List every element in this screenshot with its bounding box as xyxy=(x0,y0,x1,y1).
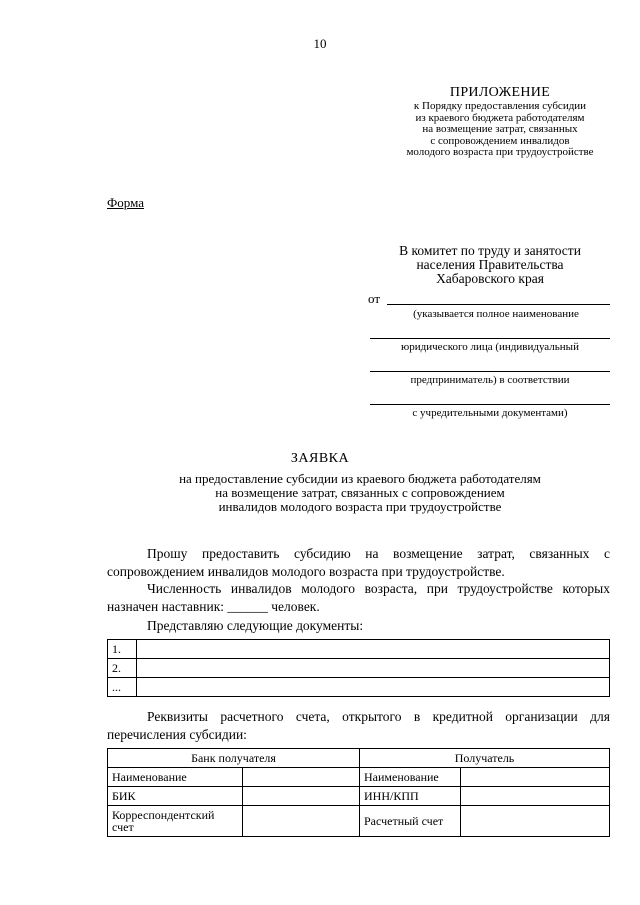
appendix-line: из краевого бюджета работодателям xyxy=(415,111,585,124)
bank-label-cell: Наименование xyxy=(108,768,243,787)
bank-value-cell[interactable] xyxy=(243,806,360,837)
from-hint: (указывается полное наименование xyxy=(413,308,579,320)
table-row xyxy=(108,640,610,659)
page-number: 10 xyxy=(313,36,327,51)
row-number: 2. xyxy=(108,659,137,678)
documents-table xyxy=(107,639,610,697)
appendix-line: на возмещение затрат, связанных xyxy=(422,123,578,135)
documents-paragraph: Представляю следующие документы: xyxy=(147,618,364,633)
header-recipient: Получатель xyxy=(360,749,610,768)
recipient-value-cell[interactable] xyxy=(461,787,610,806)
appendix-line: к Порядку предоставления субсидии xyxy=(413,100,587,112)
from-blank-line[interactable] xyxy=(387,290,610,305)
bank-details-table xyxy=(107,748,610,837)
recipient-label-cell: ИНН/КПП xyxy=(360,787,461,806)
from-hint: предприниматель) в соответствии xyxy=(410,374,570,386)
application-subtitle xyxy=(120,472,600,514)
bank-value-cell[interactable] xyxy=(243,768,360,787)
form-label: Форма xyxy=(107,195,144,210)
document-cell[interactable] xyxy=(137,640,610,659)
document-cell[interactable] xyxy=(137,659,610,678)
from-blank-line[interactable] xyxy=(370,359,610,372)
recipient-label-cell: Наименование xyxy=(360,768,461,787)
row-number: ... xyxy=(108,678,137,697)
recipient-value-cell[interactable] xyxy=(461,806,610,837)
table-row xyxy=(108,659,610,678)
from-hint: юридического лица (индивидуальный xyxy=(401,341,579,353)
from-blank-line[interactable] xyxy=(370,392,610,405)
row-number: 1. xyxy=(108,640,137,659)
subtitle-line: на возмещение затрат, связанных с сопровождением xyxy=(215,485,505,500)
bank-details-paragraph: Реквизиты расчетного счета, открытого в кредитной организации для перечисления субсидии: xyxy=(107,709,610,742)
table-row xyxy=(108,768,610,787)
header-bank: Банк получателя xyxy=(108,749,360,768)
bank-label-cell: БИК xyxy=(108,787,243,806)
subtitle-line: на предоставление субсидии из краевого бюджета работодателям xyxy=(179,471,541,486)
appendix-line: с сопровождением инвалидов xyxy=(430,134,570,147)
application-title: ЗАЯВКА xyxy=(290,451,350,466)
document-cell[interactable] xyxy=(137,678,610,697)
table-header-row xyxy=(108,749,610,768)
count-paragraph: Численность инвалидов молодого возраста, при трудоустройстве которых назначен наставник: ______ человек. xyxy=(107,581,610,614)
from-hint: с учредительными документами) xyxy=(412,407,568,419)
table-row xyxy=(108,678,610,697)
appendix-title: ПРИЛОЖЕНИЕ xyxy=(449,85,551,100)
subtitle-line: инвалидов молодого возраста при трудоустройстве xyxy=(218,499,502,514)
from-label: от xyxy=(368,291,381,306)
recipient-value-cell[interactable] xyxy=(461,768,610,787)
table-row xyxy=(108,806,610,837)
request-paragraph: Прошу предоставить субсидию на возмещение затрат, связанных с сопровождением инвалидов молодого возраста при трудоустройстве. xyxy=(107,546,610,579)
table-row xyxy=(108,787,610,806)
addressee-block xyxy=(370,244,610,286)
addressee-line: В комитет по труду и занятости xyxy=(399,243,581,258)
addressee-line: Хабаровского края xyxy=(436,271,544,286)
bank-value-cell[interactable] xyxy=(243,787,360,806)
appendix-block xyxy=(380,85,620,159)
addressee-line: населения Правительства xyxy=(416,257,564,272)
from-blank-line[interactable] xyxy=(370,326,610,339)
appendix-line: молодого возраста при трудоустройстве xyxy=(406,146,594,158)
recipient-label-cell: Расчетный счет xyxy=(360,806,461,837)
bank-label-cell: Корреспондентский счет xyxy=(108,806,243,837)
